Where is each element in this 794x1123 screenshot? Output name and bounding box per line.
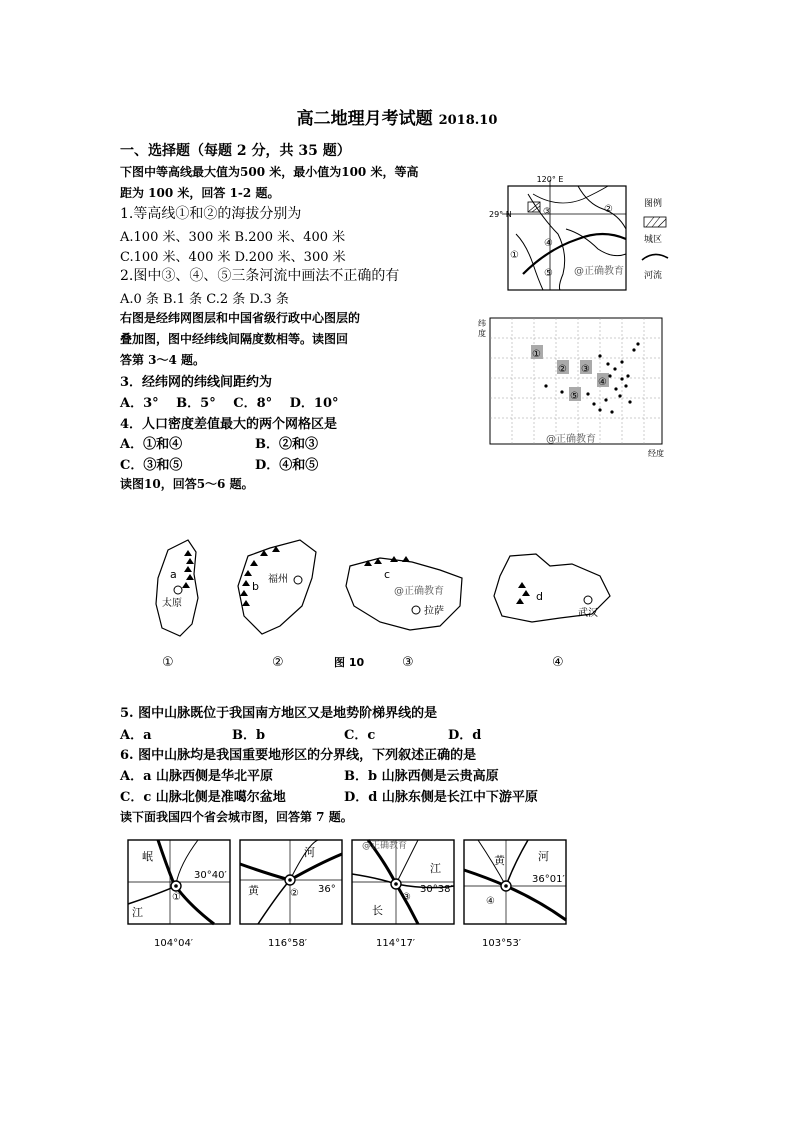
fig7-3-label-1: 江	[430, 862, 441, 875]
intro2-line3: 答第 3～4 题。	[120, 353, 206, 367]
fig10-num-2: ②	[272, 655, 284, 670]
q4-stem: 4．人口密度差值最大的两个网格区是	[120, 417, 338, 432]
fig10-letter-d: d	[536, 590, 543, 603]
fig7-1-label-2: 江	[132, 906, 143, 919]
grid-map-figure	[470, 314, 670, 462]
contour-map-figure	[488, 174, 678, 294]
q5-option-d: D．d	[448, 728, 482, 743]
q5-option-a: A．a	[120, 728, 152, 743]
intro2-line1: 右图是经纬网图层和中国省级行政中心图层的	[120, 311, 361, 325]
city-marker-taiyuan	[174, 586, 182, 594]
fig7-3-lat: 30°38′	[420, 884, 453, 895]
mountain-icon-d	[516, 582, 530, 604]
q3-options: A．3° B．5° C．8° D．10°	[120, 396, 339, 411]
fig10-letter-b: b	[252, 580, 259, 593]
intro1-line2: 距为 100 米，回答 1-2 题。	[120, 186, 280, 200]
q6-option-b: B．b 山脉西侧是云贵高原	[344, 769, 499, 784]
fig10-watermark: @正确教育	[394, 586, 444, 597]
intro4: 读下面我国四个省会城市图，回答第 7 题。	[120, 810, 353, 824]
figure-10	[140, 526, 660, 676]
fig2-x-axis: 经度	[648, 449, 664, 458]
intro2-line2: 叠加图，图中经纬线间隔度数相等。读图回	[120, 332, 349, 346]
fig1-label-1: ①	[510, 250, 519, 261]
fig1-latitude: 29° N	[489, 210, 512, 219]
fig10-city-3: 拉萨	[424, 606, 444, 617]
fig1-longitude: 120° E	[536, 175, 564, 184]
figure-city-maps	[118, 834, 588, 952]
q4-option-d: D．④和⑤	[255, 458, 319, 473]
fig2-label-5: ⑤	[570, 391, 579, 402]
q5-option-b: B．b	[232, 728, 266, 743]
fig10-num-1: ①	[162, 655, 174, 670]
fig7-2-lon: 116°58′	[268, 938, 308, 949]
fig2-y-axis-2: 度	[478, 329, 486, 338]
fig7-1-num: ①	[172, 892, 181, 903]
fig10-letter-a: a	[170, 568, 177, 581]
fig7-3-num: ③	[402, 892, 411, 903]
fig10-num-4: ④	[552, 655, 564, 670]
q6-option-d: D．d 山脉东侧是长江中下游平原	[344, 790, 538, 805]
fig7-2-label-2: 黄	[248, 884, 259, 897]
fig7-1-lat: 30°40′	[194, 870, 227, 881]
fig2-label-1: ①	[532, 349, 541, 360]
q1-options-2: C.100 米、400 米 D.200 米、300 米	[120, 250, 346, 265]
fig2-label-3: ③	[581, 364, 590, 375]
fig10-city-1: 太原	[162, 598, 182, 609]
fig2-label-4: ④	[598, 377, 607, 388]
q2-options: A.0 条 B.1 条 C.2 条 D.3 条	[120, 292, 289, 307]
fig1-label-4: ④	[544, 238, 553, 249]
fig7-1-label-1: 岷	[142, 850, 153, 863]
fig7-watermark: @正确教育	[362, 841, 408, 851]
fig10-num-3: ③	[402, 655, 414, 670]
q1-stem: 1.等高线①和②的海拔分别为	[120, 206, 302, 222]
city-marker-wuhan	[584, 596, 592, 604]
fig1-watermark: @正确教育	[574, 266, 624, 277]
q6-option-c: C．c 山脉北侧是准噶尔盆地	[120, 790, 286, 805]
city-marker-lhasa	[412, 606, 420, 614]
fig7-3-label-2: 长	[372, 904, 383, 917]
q3-stem: 3．经纬网的纬线间距约为	[120, 375, 273, 390]
title-date: 2018.10	[438, 113, 498, 128]
fig7-1-lon: 104°04′	[154, 938, 194, 949]
q5-option-c: C．c	[344, 728, 376, 743]
fig7-2-label-1: 河	[304, 846, 315, 859]
fig7-2-num: ②	[290, 888, 299, 899]
fig1-legend-river: 河流	[644, 271, 663, 281]
q2-stem: 2.图中③、④、⑤三条河流中画法不正确的有	[120, 268, 400, 284]
fig1-legend-title: 图例	[644, 199, 663, 209]
fig2-y-axis-1: 纬	[478, 319, 486, 328]
mountain-icon-a	[182, 550, 194, 588]
q4-option-b: B．②和③	[255, 437, 318, 452]
fig2-label-2: ②	[558, 364, 567, 375]
q5-stem: 5. 图中山脉既位于我国南方地区又是地势阶梯界线的是	[120, 706, 438, 721]
q1-options-1: A.100 米、300 米 B.200 米、400 米	[120, 230, 346, 245]
fig7-4-label-1: 黄	[494, 854, 505, 867]
page-title	[0, 104, 794, 129]
fig10-city-2: 福州	[268, 574, 288, 585]
fig1-legend-city: 城区	[644, 235, 663, 245]
q6-option-a: A．a 山脉西侧是华北平原	[120, 769, 274, 784]
river-legend-swatch	[642, 254, 668, 260]
fig10-city-4: 武汉	[578, 608, 598, 619]
fig1-label-5: ⑤	[544, 268, 553, 279]
title-text: 高二地理月考试题	[296, 109, 433, 129]
fig10-caption: 图 10	[334, 656, 365, 669]
q4-option-a: A．①和④	[120, 437, 183, 452]
city-marker-fuzhou	[294, 576, 302, 584]
section-heading: 一、选择题（每题 2 分，共 35 题）	[120, 143, 351, 159]
fig7-4-lat: 36°01′	[532, 874, 565, 885]
intro1-line1: 下图中等高线最大值为500 米，最小值为100 米，等高	[120, 165, 419, 179]
intro3: 读图10，回答5～6 题。	[120, 477, 254, 491]
province-shape-2	[238, 540, 316, 634]
fig7-4-lon: 103°53′	[482, 938, 522, 949]
fig10-letter-c: c	[384, 568, 391, 581]
fig2-watermark: @正确教育	[546, 434, 596, 445]
fig7-4-num: ④	[486, 896, 495, 907]
fig1-label-3: ③	[543, 207, 552, 217]
fig7-3-lon: 114°17′	[376, 938, 416, 949]
fig7-2-lat: 36°	[318, 884, 336, 895]
q6-stem: 6. 图中山脉均是我国重要地形区的分界线，下列叙述正确的是	[120, 748, 477, 763]
q4-option-c: C．③和⑤	[120, 458, 183, 473]
fig1-label-2: ②	[604, 204, 613, 215]
fig7-4-label-2: 河	[538, 850, 549, 863]
